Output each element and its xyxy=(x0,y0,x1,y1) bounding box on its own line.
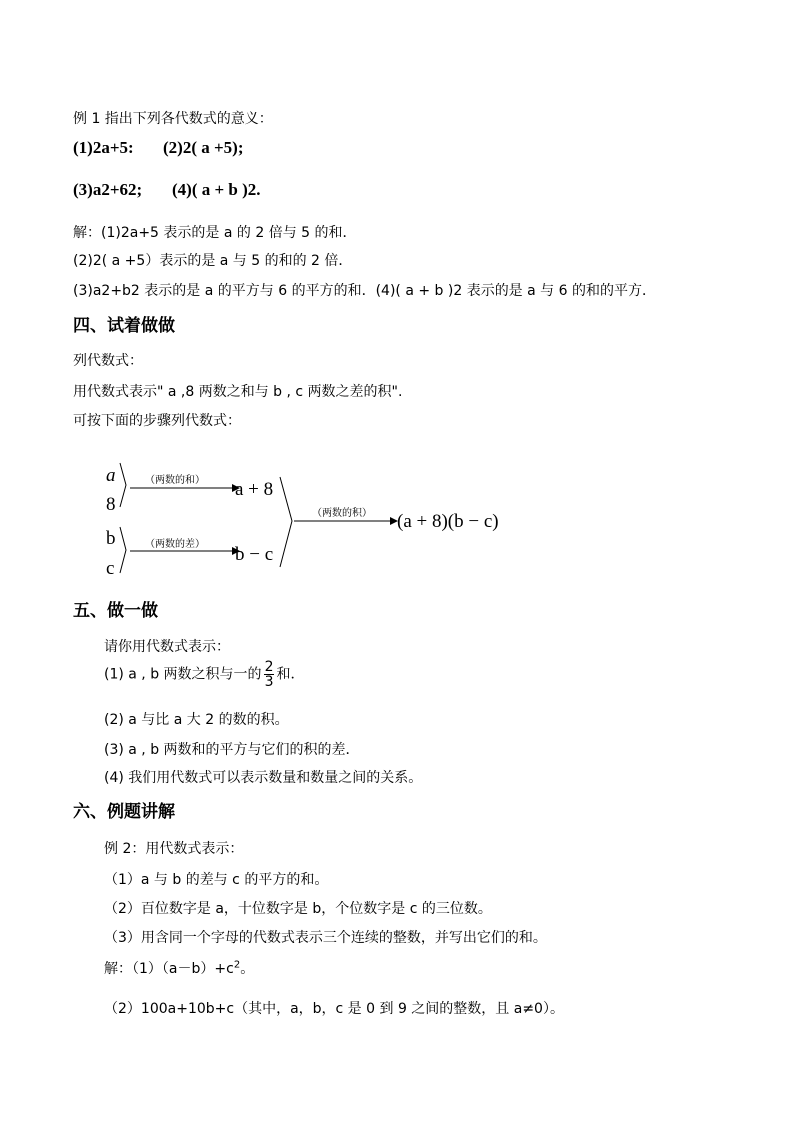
example2-question-2: （2）百位数字是 a，十位数字是 b，个位数字是 c 的三位数。 xyxy=(104,901,492,917)
fraction-denominator: 3 xyxy=(264,674,274,690)
example1-item-4: (4)( a + b )2. xyxy=(172,180,261,199)
example2-answer-2: （2）100a+10b+c（其中，a，b，c 是 0 到 9 之间的整数，且 a≠0）。 xyxy=(104,1001,564,1017)
example1-item-1: (1)2a+5: xyxy=(73,138,134,157)
fraction-numerator: 2 xyxy=(264,659,274,675)
expr-sum: a + 8 xyxy=(235,479,274,500)
section5-item-3: (3) a , b 两数和的平方与它们的积的差． xyxy=(104,742,360,758)
answer1-end: 。 xyxy=(240,961,255,977)
example1-solution-3: (3)a2+b2 表示的是 a 的平方与 6 的平方的和．(4)( a + b )2 表示的是 a 与 6 的和的平方． xyxy=(73,283,656,299)
brace-right xyxy=(280,477,292,567)
example1-solution-1: 解：(1)2a+5 表示的是 a 的 2 倍与 5 的和． xyxy=(73,225,357,241)
section5-item-4: (4) 我们用代数式可以表示数量和数量之间的关系。 xyxy=(104,770,423,786)
section5-item-2: (2) a 与比 a 大 2 的数的积。 xyxy=(104,712,289,728)
label-prod: （两数的积） xyxy=(312,508,372,519)
answer1-exponent: 2 xyxy=(233,959,241,971)
answer1-text: 解：（1）（a－b）+c xyxy=(104,961,234,977)
section6-heading: 六、例题讲解 xyxy=(73,802,175,822)
example2-question-1: （1）a 与 b 的差与 c 的平方的和。 xyxy=(104,872,329,888)
section4-line-3: 可按下面的步骤列代数式： xyxy=(73,413,241,429)
example1-item-3: (3)a2+62; xyxy=(73,180,143,199)
section5-heading: 五、做一做 xyxy=(73,601,158,621)
example2-question-3: （3）用含同一个字母的代数式表示三个连续的整数，并写出它们的和。 xyxy=(104,930,547,946)
brace-top xyxy=(120,463,126,507)
diagram-var-c: c xyxy=(106,558,115,579)
algebra-steps-diagram xyxy=(100,455,520,585)
diagram-var-a: a xyxy=(106,465,116,486)
example2-title: 例 2：用代数式表示： xyxy=(104,841,244,857)
expr-diff: b − c xyxy=(235,544,274,565)
diagram-num-8: 8 xyxy=(106,494,116,515)
example1-item-2: (2)2( a +5); xyxy=(163,138,244,157)
section4-line-2: 用代数式表示" a ,8 两数之和与 b , c 两数之差的积". xyxy=(73,384,403,400)
section4-line-1: 列代数式： xyxy=(73,353,143,369)
brace-bottom xyxy=(120,527,126,573)
section5-intro: 请你用代数式表示： xyxy=(104,639,230,655)
example1-solution-2: (2)2( a +5）表示的是 a 与 5 的和的 2 倍． xyxy=(73,253,353,269)
expr-prod: (a + 8)(b − c) xyxy=(397,511,499,532)
label-diff: （两数的差） xyxy=(145,539,205,550)
example1-title: 例 1 指出下列各代数式的意义： xyxy=(73,111,273,127)
fraction-two-thirds xyxy=(264,660,275,689)
example2-answer-1 xyxy=(104,958,254,978)
section4-heading: 四、试着做做 xyxy=(73,316,175,336)
item1-suffix: 和． xyxy=(276,666,305,683)
item1-text: (1) a , b 两数之积与一的 xyxy=(104,666,262,683)
diagram-var-b: b xyxy=(106,528,116,549)
section5-item-1 xyxy=(104,660,304,689)
label-sum: （两数的和） xyxy=(145,475,205,486)
